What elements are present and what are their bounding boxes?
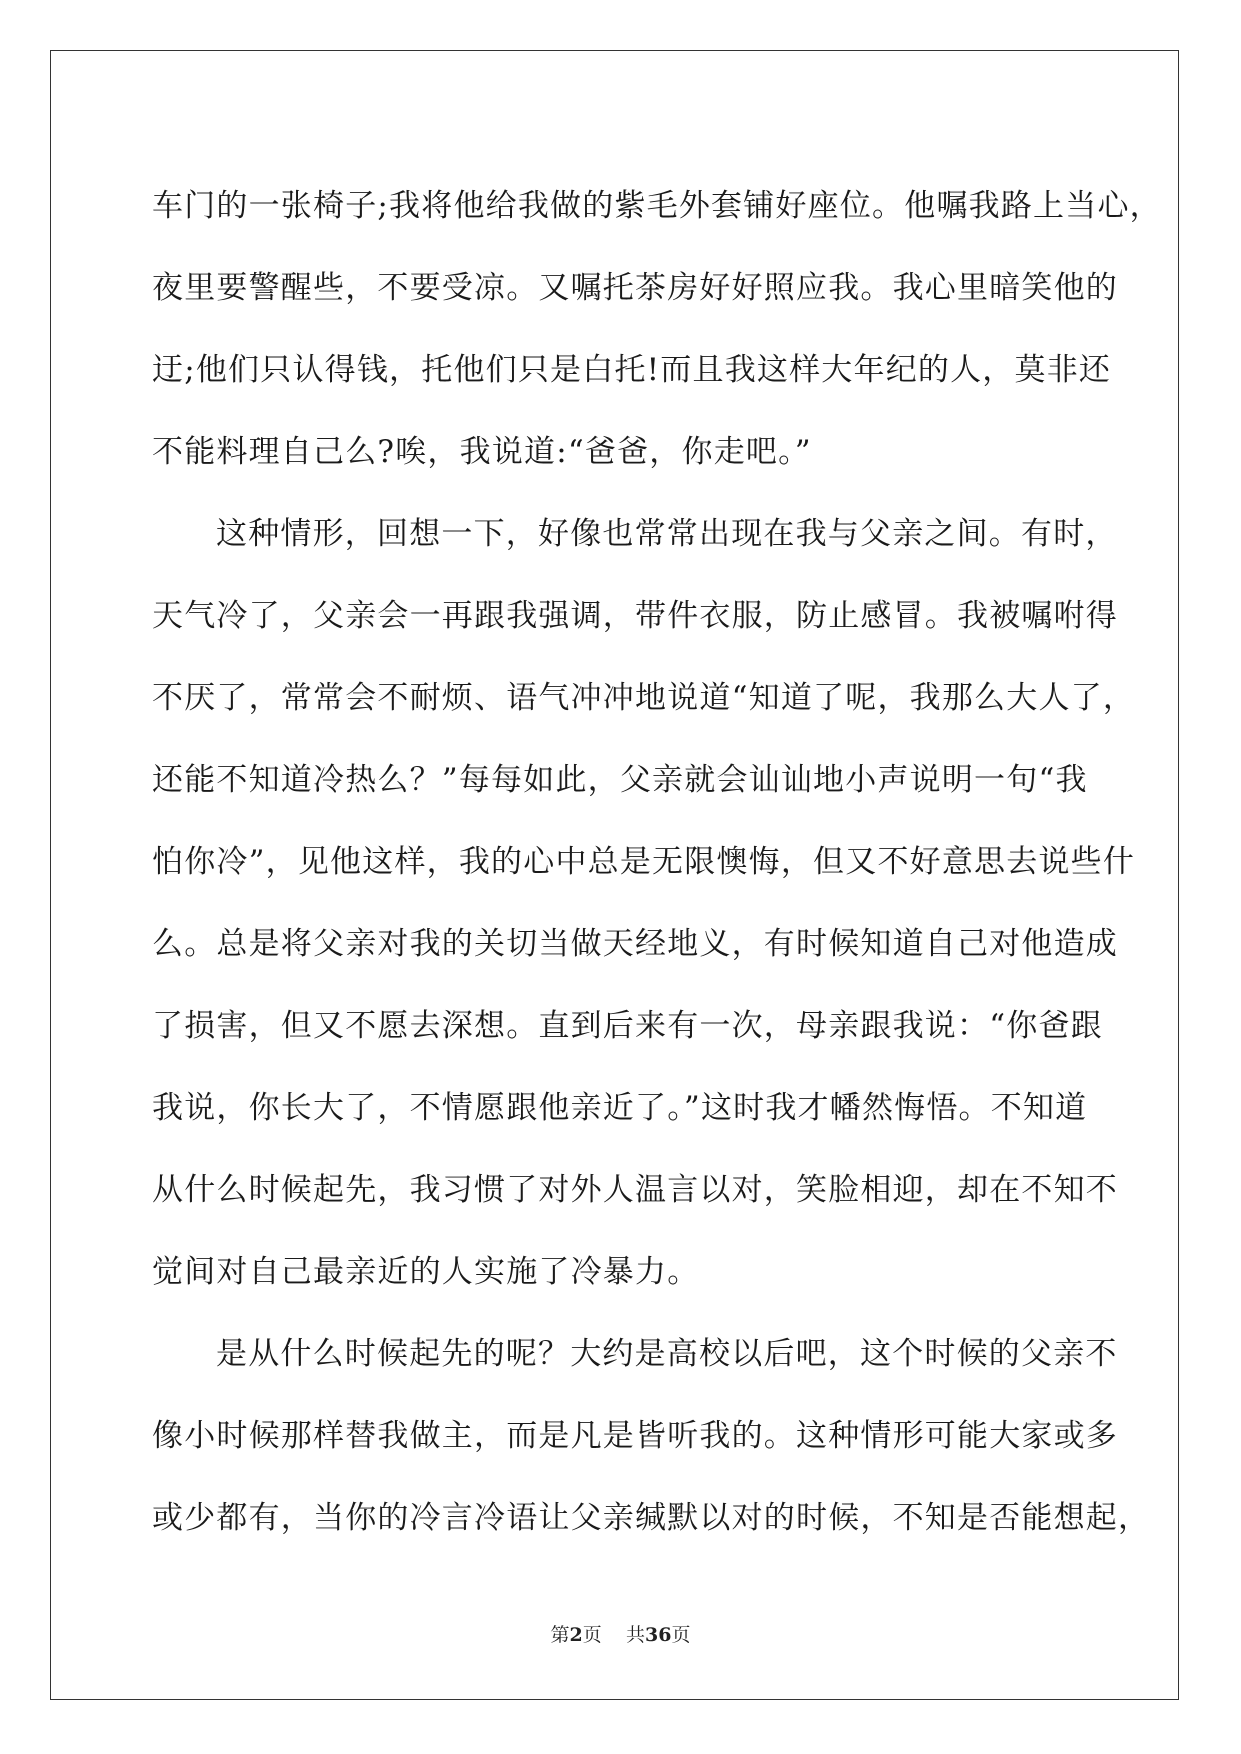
text-line: 了损害，但又不愿去深想。直到后来有一次，母亲跟我说：“你爸跟 — [152, 1008, 1103, 1044]
text-line: 觉间对自己最亲近的人实施了冷暴力。 — [152, 1254, 700, 1290]
text-line: 我说，你长大了，不情愿跟他亲近了。”这时我才幡然悔悟。不知道 — [152, 1090, 1088, 1126]
footer-page-unit: 页 — [582, 1624, 602, 1646]
text-line: 还能不知道冷热么？”每每如此，父亲就会讪讪地小声说明一句“我 — [152, 762, 1088, 798]
text-line: 是从什么时候起先的呢？大约是高校以后吧，这个时候的父亲不 — [216, 1336, 1118, 1372]
text-line: 么。总是将父亲对我的关切当做天经地义，有时候知道自己对他造成 — [152, 926, 1118, 962]
total-pages-number: 36 — [644, 1624, 672, 1646]
page-footer — [0, 1620, 1241, 1647]
footer-prefix: 第 — [550, 1624, 570, 1646]
text-line: 这种情形，回想一下，好像也常常出现在我与父亲之间。有时， — [216, 516, 1118, 552]
body-text — [152, 165, 1162, 1559]
text-line: 迂;他们只认得钱，托他们只是白托!而且我这样大年纪的人，莫非还 — [152, 352, 1112, 388]
footer-total-prefix: 共 — [625, 1624, 645, 1646]
footer-total-unit: 页 — [671, 1624, 691, 1646]
current-page-number: 2 — [569, 1624, 583, 1646]
text-line: 车门的一张椅子;我将他给我做的紫毛外套铺好座位。他嘱我路上当心， — [152, 188, 1162, 224]
paragraph-1 — [152, 165, 1162, 493]
text-line: 像小时候那样替我做主，而是凡是皆听我的。这种情形可能大家或多 — [152, 1418, 1118, 1454]
paragraph-3 — [152, 1313, 1151, 1559]
paragraph-2 — [152, 493, 1136, 1313]
text-line: 天气冷了，父亲会一再跟我强调，带件衣服，防止感冒。我被嘱咐得 — [152, 598, 1118, 634]
text-line: 怕你冷”，见他这样，我的心中总是无限懊悔，但又不好意思去说些什 — [152, 844, 1136, 880]
text-line: 或少都有，当你的冷言冷语让父亲缄默以对的时候，不知是否能想起， — [152, 1500, 1151, 1536]
text-line: 夜里要警醒些，不要受凉。又嘱托茶房好好照应我。我心里暗笑他的 — [152, 270, 1118, 306]
text-line: 不能料理自己么?唉，我说道:“爸爸，你走吧。” — [152, 434, 812, 470]
text-line: 不厌了，常常会不耐烦、语气冲冲地说道“知道了呢，我那么大人了， — [152, 680, 1136, 716]
text-line: 从什么时候起先，我习惯了对外人温言以对，笑脸相迎，却在不知不 — [152, 1172, 1118, 1208]
